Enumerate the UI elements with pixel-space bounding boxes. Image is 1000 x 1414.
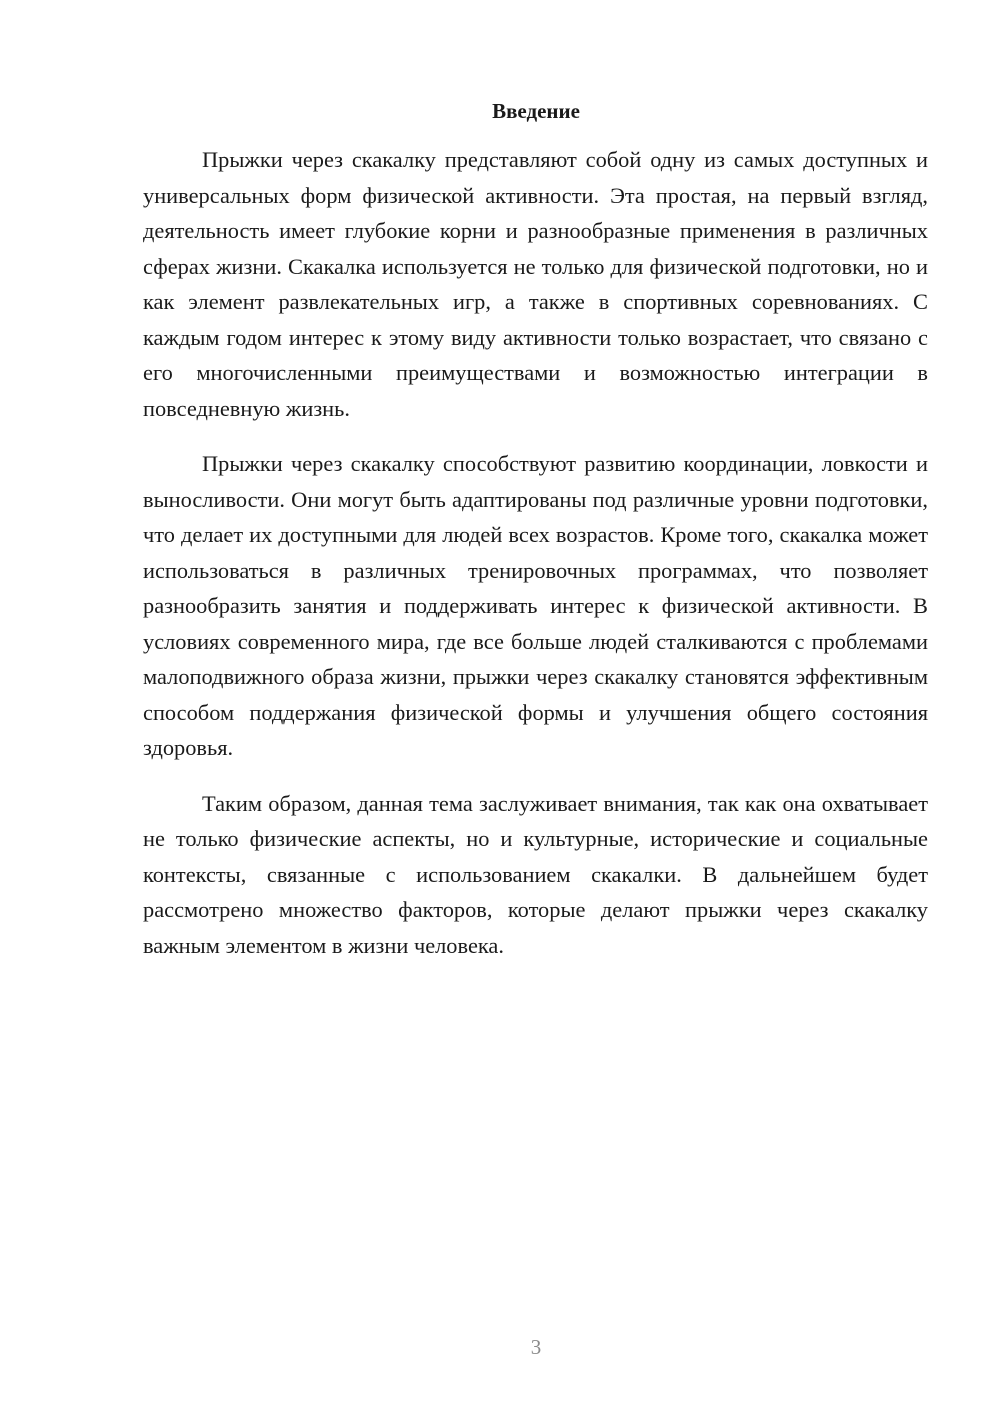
section-title: Введение — [492, 99, 580, 123]
body-text — [143, 142, 928, 983]
paragraph-3: Таким образом, данная тема заслуживает внимания, так как она охватывает не только физические аспекты, но и культурные, исторические и социальные контексты, связанные с использованием скакалки. В дальнейшем будет рассмотрено множество факторов, которые делают прыжки через скакалку важным элементом в жизни человека. — [143, 790, 928, 958]
paragraph-1: Прыжки через скакалку представляют собой одну из самых доступных и универсальных форм физической активности. Эта простая, на первый взгляд, деятельность имеет глубокие корни и разнообразные применения в различных сферах жизни. Скакалка используется не только для физической подготовки, но и как элемент развлекательных игр, а также в спортивных соревнованиях. С каждым годом интерес к этому виду активности только возрастает, что связано с его многочисленными преимуществами и возможностью интеграции в повседневную жизнь. — [143, 147, 928, 421]
paragraph-2: Прыжки через скакалку способствуют развитию координации, ловкости и выносливости. Они могут быть адаптированы под различные уровни подготовки, что делает их доступными для людей всех возрастов. Кроме того, скакалка может использоваться в различных тренировочных программах, что позволяет разнообразить занятия и поддерживать интерес к физической активности. В условиях современного мира, где все больше людей сталкиваются с проблемами малоподвижного образа жизни, прыжки через скакалку становятся эффективным способом поддержания физической формы и улучшения общего состояния здоровья. — [143, 451, 928, 760]
page-number: 3 — [530, 1335, 542, 1359]
